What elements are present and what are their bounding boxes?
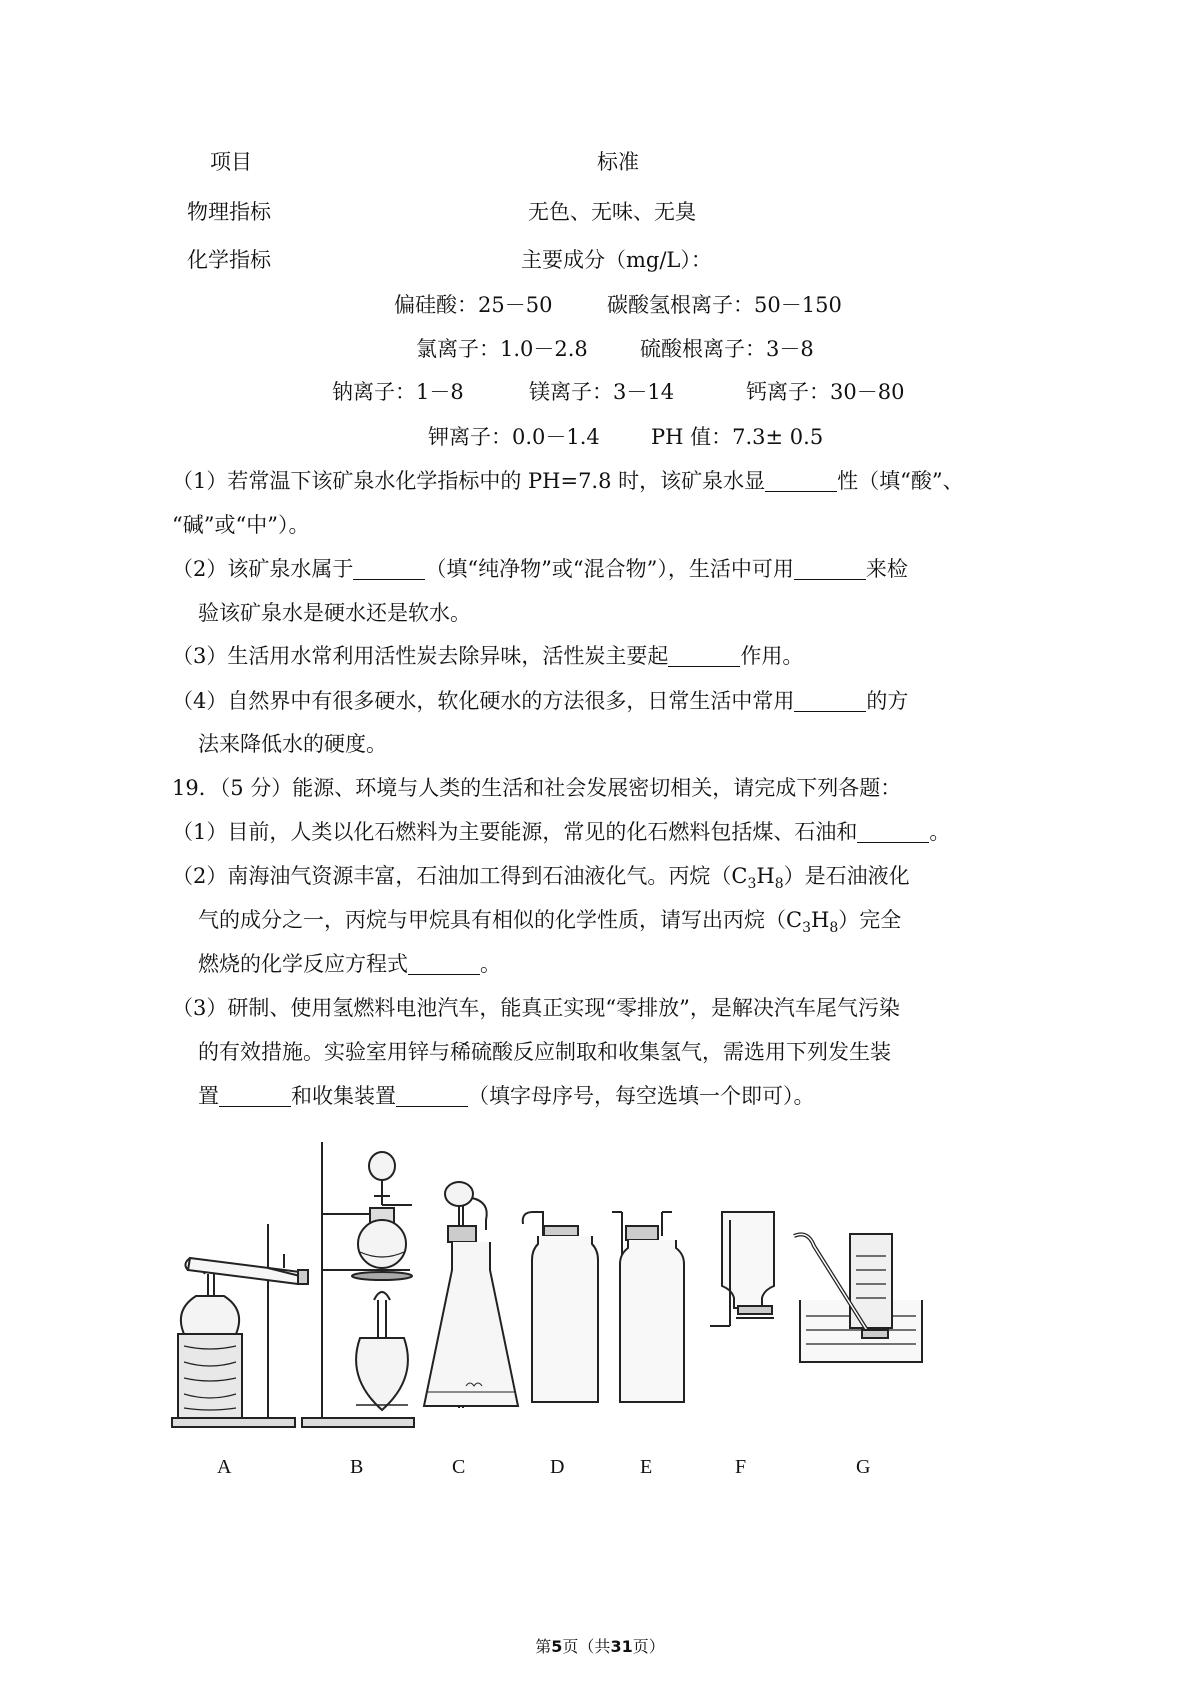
q19-part3-line3: 置 和收集装置 （填字母序号，每空选填一个即可）。 xyxy=(198,1084,815,1108)
component-potassium: 钾离子：0.0－1.4 xyxy=(428,425,600,449)
q18-part4-line1: （4）自然界中有很多硬水，软化硬水的方法很多，日常生活中常用 的方 xyxy=(172,689,909,713)
q19-part2-line3: 燃烧的化学反应方程式 。 xyxy=(198,952,501,976)
table-row-chemical-value: 主要成分（mg/L）： xyxy=(521,248,712,272)
q19-part3-line1: （3）研制、使用氢燃料电池汽车，能真正实现“零排放”，是解决汽车尾气污染 xyxy=(172,996,900,1020)
component-sodium: 钠离子：1－8 xyxy=(332,380,464,404)
q19-title: 19．（5 分）能源、环境与人类的生活和社会发展密切相关，请完成下列各题： xyxy=(172,776,902,800)
component-metasilicic: 偏硅酸：25－50 xyxy=(394,293,553,317)
apparatus-g xyxy=(794,1234,922,1362)
apparatus-b xyxy=(302,1142,414,1427)
table-row-chemical-label: 化学指标 xyxy=(187,248,271,272)
apparatus-d xyxy=(523,1212,598,1402)
answer-blank[interactable] xyxy=(668,644,740,667)
q18-part1-line2: “碱”或“中”）。 xyxy=(172,513,310,537)
q19-part2-line1: （2）南海油气资源丰富，石油加工得到石油液化气。丙烷$(C_3H_8)$是石油液化 xyxy=(172,864,910,892)
table-header-item: 项目 xyxy=(210,150,252,174)
component-ph: PH 值：7.3± 0.5 xyxy=(651,425,824,449)
answer-blank[interactable] xyxy=(219,1084,291,1107)
q18-part2-line1: （2）该矿泉水属于 （填“纯净物”或“混合物”），生活中可用 来检 xyxy=(172,557,908,581)
q18-part4-line2: 法来降低水的硬度。 xyxy=(198,732,387,756)
component-magnesium: 镁离子：3－14 xyxy=(529,380,675,404)
apparatus-c xyxy=(424,1182,518,1408)
label-b: B xyxy=(350,1456,364,1478)
label-c: C xyxy=(452,1456,466,1478)
component-calcium: 钙离子：30－80 xyxy=(746,380,905,404)
table-row-physical-value: 无色、无味、无臭 xyxy=(528,200,696,224)
table-row-physical-label: 物理指标 xyxy=(187,200,271,224)
table-header-standard: 标准 xyxy=(597,150,639,174)
q18-part1-line1: （1）若常温下该矿泉水化学指标中的 PH=7.8 时，该矿泉水显 性（填“酸”、 xyxy=(172,469,964,493)
page-footer: 第5页（共31页） xyxy=(535,1637,665,1656)
answer-blank[interactable] xyxy=(396,1084,468,1107)
label-d: D xyxy=(550,1456,565,1478)
component-bicarbonate: 碳酸氢根离子：50－150 xyxy=(607,293,842,317)
answer-blank[interactable] xyxy=(408,952,480,975)
q19-part3-line2: 的有效措施。实验室用锌与稀硫酸反应制取和收集氢气，需选用下列发生装 xyxy=(198,1040,891,1064)
apparatus-a xyxy=(172,1224,308,1427)
q18-part3: （3）生活用水常利用活性炭去除异味，活性炭主要起 作用。 xyxy=(172,644,804,668)
answer-blank[interactable] xyxy=(794,689,866,712)
label-a: A xyxy=(217,1456,232,1478)
q18-part2-line2: 验该矿泉水是硬水还是软水。 xyxy=(198,601,471,625)
label-f: F xyxy=(735,1456,747,1478)
page-number: 5 xyxy=(551,1637,563,1656)
answer-blank[interactable] xyxy=(857,820,929,843)
answer-blank[interactable] xyxy=(353,557,425,580)
label-g: G xyxy=(856,1456,871,1478)
page-total: 31 xyxy=(610,1637,633,1656)
component-chloride: 氯离子：1.0－2.8 xyxy=(416,337,588,361)
q19-part1: （1）目前，人类以化石燃料为主要能源，常见的化石燃料包括煤、石油和 。 xyxy=(172,820,951,844)
q19-part2-line2: 气的成分之一，丙烷与甲烷具有相似的化学性质，请写出丙烷$(C_3H_8)$完全 xyxy=(198,908,902,936)
label-e: E xyxy=(640,1456,653,1478)
answer-blank[interactable] xyxy=(794,557,866,580)
apparatus-e xyxy=(612,1212,684,1402)
answer-blank[interactable] xyxy=(765,469,837,492)
component-sulfate: 硫酸根离子：3－8 xyxy=(640,337,814,361)
apparatus-f xyxy=(710,1212,774,1326)
